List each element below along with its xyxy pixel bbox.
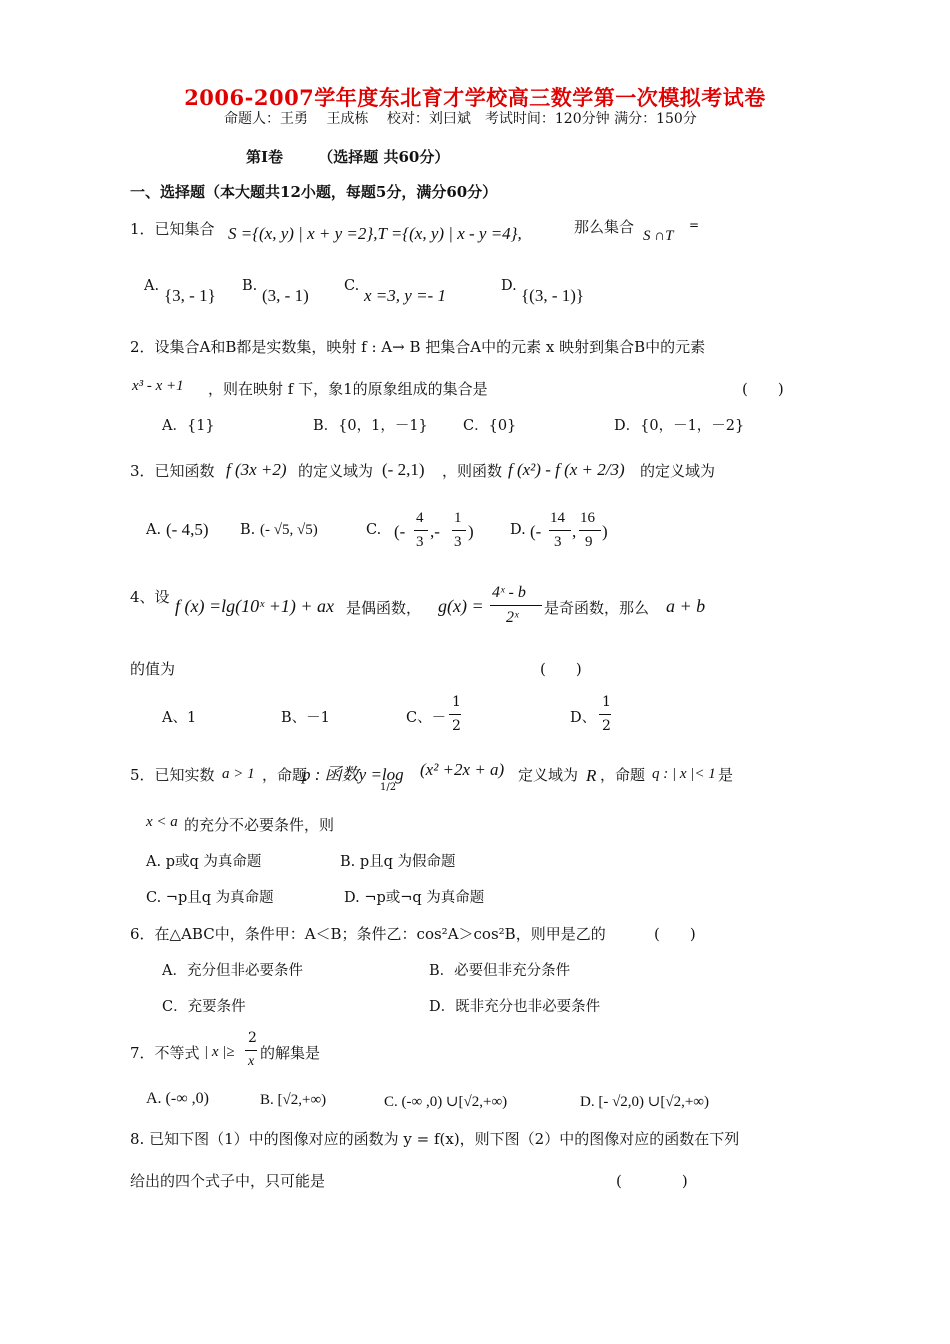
q7-tail: 的解集是: [260, 1044, 321, 1062]
part-heading: 第Ⅰ卷 （选择题 共60分）: [246, 148, 450, 166]
q3-option-c-mid: ,-: [430, 522, 440, 541]
q2-option-a: A．{1}: [162, 418, 215, 434]
q7-option-a: A. (-∞ ,0): [146, 1090, 209, 1107]
q5-option-a: A. p或q 为真命题: [146, 854, 262, 870]
q2-option-c: C．{0}: [463, 418, 517, 434]
q6-option-a: A．充分但非必要条件: [162, 963, 303, 979]
q7-option-c: C. (-∞ ,0) ∪[√2,+∞): [384, 1094, 508, 1110]
q2-line2: ，则在映射 f 下，象1的原象组成的集合是: [208, 380, 488, 398]
q4-option-d-bar: [599, 714, 611, 715]
q6-stem: 6．在△ABC中，条件甲：A＜B；条件乙：cos²A＞cos²B，则甲是乙的: [130, 925, 606, 943]
q3-option-d-label: D.: [510, 522, 526, 538]
q5-t4: 是: [718, 766, 734, 784]
q3-option-c-bar1: [414, 530, 428, 531]
q1-stem: 1．已知集合: [130, 220, 215, 238]
q5-p: p : 函数y =log: [302, 765, 404, 784]
q3-option-d-post: ): [602, 522, 608, 541]
q4-t1: 是偶函数，: [346, 599, 422, 617]
q3-option-d-bar2: [579, 530, 601, 531]
q7-pre: 7．不等式: [130, 1044, 200, 1062]
q2-paren: ( ): [742, 380, 784, 398]
q7-bar: [245, 1050, 257, 1051]
q5-arg: (x² +2x + a): [420, 760, 505, 779]
q4-option-b: B、－1: [281, 710, 330, 726]
exam-meta: 命题人：王勇 王成栋 校对：刘曰斌 考试时间：120分钟 满分：150分: [224, 111, 697, 127]
q3-option-c-bar2: [452, 530, 466, 531]
q3-option-d-num2: 16: [580, 510, 595, 526]
q7-den: x: [248, 1054, 255, 1069]
q4-ab: a + b: [666, 596, 706, 616]
q4-g-den: 2ˣ: [506, 609, 519, 626]
q4-num: 4、设: [130, 588, 170, 606]
q8-line2: 给出的四个式子中，只可能是: [130, 1172, 326, 1190]
q3-option-c-post: ): [468, 522, 474, 541]
q1-option-b: (3, - 1): [262, 286, 309, 305]
q4-option-c: C、－: [406, 710, 447, 726]
q3-option-a-label: A.: [146, 522, 162, 538]
q2-option-b: B．{0，1，－1}: [313, 418, 428, 434]
q5-log-base: 1/2: [380, 782, 397, 793]
q1-option-a: {3, - 1}: [164, 286, 216, 305]
q3-option-c-den1: 3: [416, 534, 424, 550]
q4-option-d: D、: [570, 710, 597, 726]
q5-R: R: [586, 766, 597, 785]
q1-tail-math: S ∩T: [643, 228, 674, 244]
q5-line2: 的充分不必要条件，则: [184, 816, 335, 834]
q3-f1: f (3x +2): [226, 460, 287, 479]
q5-option-c: C. ¬p且q 为真命题: [146, 890, 274, 906]
q5-t3: ，命题: [600, 766, 646, 784]
exam-title: 2006-2007学年度东北育才学校高三数学第一次模拟考试卷: [184, 85, 766, 110]
q4-option-d-den: 2: [602, 718, 611, 734]
q5-q: q : | x |< 1: [652, 766, 716, 782]
q4-option-a: A、1: [162, 710, 197, 726]
q6-option-d: D．既非充分也非必要条件: [429, 999, 601, 1015]
q5-t1: ，命题: [262, 766, 308, 784]
q8-paren: ( ): [616, 1172, 688, 1190]
q6-option-b: B．必要但非充分条件: [429, 963, 571, 979]
q2-line2-math: x³ - x +1: [132, 378, 184, 394]
q3-option-b-label: B.: [240, 522, 256, 538]
q3-option-d-pre: (-: [530, 522, 542, 541]
q3-stem: 3．已知函数: [130, 462, 215, 480]
q1-eq: =: [689, 218, 700, 232]
q4-paren: ( ): [540, 660, 582, 678]
q3-option-c-num2: 1: [454, 510, 462, 526]
q4-option-c-num: 1: [452, 694, 461, 710]
q3-option-b: (- √5, √5): [260, 522, 318, 538]
q3-tail: 的定义域为: [640, 462, 716, 480]
q4-g-num: 4ˣ - b: [492, 584, 526, 601]
q3-option-d-mid: ,: [572, 522, 577, 541]
q3-option-c-label: C.: [366, 522, 382, 538]
q4-t2: 是奇函数，那么: [544, 599, 650, 617]
q1-option-a-label: A.: [144, 278, 160, 294]
q3-domain: (- 2,1): [382, 460, 425, 479]
q1-math: S ={(x, y) | x + y =2},T ={(x, y) | x - y =4},: [228, 224, 522, 243]
q3-option-c-pre: (-: [394, 522, 406, 541]
q5-a: a > 1: [222, 766, 255, 782]
q1-tail: 那么集合: [574, 218, 635, 236]
q1-option-c-label: C.: [344, 278, 360, 294]
q7-num: 2: [248, 1030, 257, 1046]
q4-option-c-bar: [449, 714, 461, 715]
q6-paren: ( ): [654, 925, 696, 943]
q1-option-d-label: D.: [501, 278, 517, 294]
q1-option-b-label: B.: [242, 278, 258, 294]
q4-g-bar: [490, 605, 542, 606]
q5-line2-math: x < a: [146, 814, 178, 830]
q6-option-c: C．充要条件: [162, 999, 246, 1015]
q5-pre: 5．已知实数: [130, 766, 215, 784]
q3-option-d-num1: 14: [550, 510, 565, 526]
q5-option-b: B. p且q 为假命题: [340, 854, 456, 870]
q3-option-d-den1: 3: [554, 534, 562, 550]
q1-option-c: x =3, y =- 1: [364, 286, 446, 305]
q7-option-b: B. [√2,+∞): [260, 1092, 327, 1108]
q4-option-d-num: 1: [602, 694, 611, 710]
q4-option-c-den: 2: [452, 718, 461, 734]
q8-line1: 8. 已知下图（1）中的图像对应的函数为 y = f(x)，则下图（2）中的图像对应的函数在下列: [130, 1130, 740, 1148]
q3-mid2: ，则函数: [442, 462, 503, 480]
q3-option-a: (- 4,5): [166, 520, 209, 539]
q2-line1: 2．设集合A和B都是实数集，映射 f : A→ B 把集合A中的元素 x 映射到集合B中的元素: [130, 338, 706, 356]
q3-option-c-den2: 3: [454, 534, 462, 550]
q3-option-c-num1: 4: [416, 510, 424, 526]
q4-line2: 的值为: [130, 660, 176, 678]
q4-g: g(x) =: [438, 596, 484, 616]
q3-option-d-den2: 9: [585, 534, 593, 550]
q4-f: f (x) =lg(10ˣ +1) + ax: [175, 596, 334, 616]
q7-option-d: D. [- √2,0) ∪[√2,+∞): [580, 1094, 709, 1110]
q2-option-d: D．{0，－1，－2}: [614, 418, 745, 434]
q7-ineq: | x |≥: [204, 1044, 235, 1060]
section-heading: 一、选择题（本大题共12小题，每题5分，满分60分）: [130, 183, 498, 201]
q3-f2: f (x²) - f (x + 2/3): [508, 460, 625, 479]
q5-option-d: D. ¬p或¬q 为真命题: [344, 890, 485, 906]
q3-mid1: 的定义域为: [298, 462, 374, 480]
q1-option-d: {(3, - 1)}: [521, 286, 585, 305]
q3-option-d-bar1: [549, 530, 571, 531]
q5-t2: 定义域为: [518, 766, 579, 784]
